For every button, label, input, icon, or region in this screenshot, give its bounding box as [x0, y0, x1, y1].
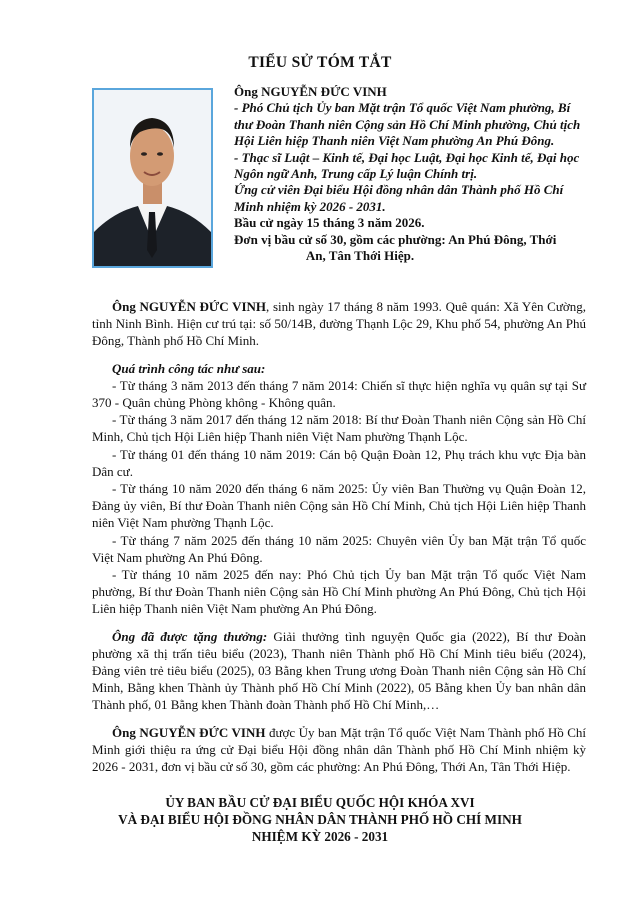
awards-paragraph: [92, 628, 586, 714]
electoral-unit-continued: An, Tân Thới Hiệp.: [305, 248, 415, 264]
document-title: TIỂU SỬ TÓM TẮT: [248, 54, 392, 71]
work-heading: Quá trình công tác như sau:: [112, 360, 266, 376]
awards-label: Ông đã được tặng thưởng:: [112, 628, 268, 644]
portrait-photo: [92, 88, 213, 268]
nomination-paragraph: [92, 724, 586, 776]
current-positions: - Phó Chủ tịch Ủy ban Mặt trận Tổ quốc Việt Nam phường, Bí thư Đoàn Thanh niên Cộng sản Hồ Chí Minh phường, Chủ tịch Hội Liên hiệp Thanh niên Việt Nam phường An Phú Đông.: [234, 100, 581, 149]
bio-name: Ông NGUYỄN ĐỨC VINH: [112, 299, 267, 314]
authority-line: NHIỆM KỲ 2026 - 2031: [251, 829, 389, 844]
nomination-name: Ông NGUYỄN ĐỨC VINH: [112, 724, 266, 740]
awards-text: Giải thưởng tình nguyện Quốc gia (2022), Bí thư Đoàn phường xã thị trấn tiêu biểu (2023), Thanh niên Thành phố Hồ Chí Minh tiêu biểu (2024), Đảng viên trẻ tiêu biểu (2025), 03 Bằng khen Trung ương Đoàn Thanh niên Cộng sản Hồ Chí Minh, Bằng khen Thành ủy Thành phố Hồ Chí Minh (2022), 05 Bằng khen Ủy ban nhân dân Thành phố, 01 Bằng khen Thành đoàn Thành phố Hồ Chí Minh,…: [92, 628, 586, 713]
candidate-name: Ông NGUYỄN ĐỨC VINH: [234, 84, 387, 99]
nomination-text: được Ủy ban Mặt trận Tổ quốc Việt Nam Thành phố Hồ Chí Minh giới thiệu ra ứng cử Đại biểu Hội đồng nhân dân Thành phố Hồ Chí Minh nhiệm kỳ 2026 - 2031, đơn vị bầu cử số 30, gồm các phường: An Phú Đông, Thới An, Tân Thới Hiệp.: [92, 724, 586, 775]
bio-text: , sinh ngày 17 tháng 8 năm 1993. Quê quán: Xã Yên Cường, tỉnh Ninh Bình. Hiện cư trú tại: số 50/14B, đường Thạnh Lộc 29, Khu phố 54, phường An Phú Đông, Thành phố Hồ Chí Minh.: [92, 299, 587, 349]
bio-paragraph: [92, 298, 586, 350]
education: - Thạc sĩ Luật – Kinh tế, Đại học Luật, Đại học Kinh tế, Đại học Ngôn ngữ Anh, Trung cấp Lý luận Chính trị.: [234, 149, 580, 182]
work-item: - Từ tháng 10 năm 2020 đến tháng 6 năm 2025: Ủy viên Ban Thường vụ Quận Đoàn 12, Đảng ủy viên, Bí thư Đoàn Thanh niên Cộng sản Hồ Chí Minh, Chủ tịch Hội Liên hiệp Thanh niên Việt Nam phường Thạnh Lộc.: [92, 481, 586, 531]
work-item: - Từ tháng 10 năm 2025 đến nay: Phó Chủ tịch Ủy ban Mặt trận Tổ quốc Việt Nam phường, Bí thư Đoàn Thanh niên Cộng sản Hồ Chí Minh phường An Phú Đông, Chủ tịch Hội Liên hiệp Thanh niên Việt Nam phường An Phú Đông.: [92, 567, 586, 617]
authority-line: VÀ ĐẠI BIỂU HỘI ĐỒNG NHÂN DÂN THÀNH PHỐ HỒ CHÍ MINH: [118, 812, 522, 827]
electoral-unit: Đơn vị bầu cử số 30, gồm các phường: An Phú Đông, Thới: [234, 231, 557, 247]
work-item: - Từ tháng 01 đến tháng 10 năm 2019: Cán bộ Quận Đoàn 12, Phụ trách khu vực Địa bàn Dân cư.: [92, 446, 586, 479]
election-date: Bầu cử ngày 15 tháng 3 năm 2026.: [234, 215, 425, 231]
candidate-summary: [234, 84, 586, 264]
work-item: - Từ tháng 3 năm 2013 đến tháng 7 năm 2014: Chiến sĩ thực hiện nghĩa vụ quân sự tại Sư 370 - Quân chủng Phòng không - Không quân.: [92, 377, 586, 411]
candidacy: Ứng cử viên Đại biểu Hội đồng nhân dân Thành phố Hồ Chí Minh nhiệm kỳ 2026 - 2031.: [234, 182, 564, 214]
issuing-authority: [0, 794, 640, 845]
work-item: - Từ tháng 7 năm 2025 đến tháng 10 năm 2025: Chuyên viên Ủy ban Mặt trận Tổ quốc Việt Nam phường An Phú Đông.: [92, 532, 586, 565]
work-item: - Từ tháng 3 năm 2017 đến tháng 12 năm 2018: Bí thư Đoàn Thanh niên Cộng sản Hồ Chí Minh, Chủ tịch Hội Liên hiệp Thanh niên Việt Nam phường Thạnh Lộc.: [92, 412, 586, 445]
authority-line: ỦY BAN BẦU CỬ ĐẠI BIỂU QUỐC HỘI KHÓA XVI: [165, 795, 475, 810]
biography-body: [92, 298, 586, 775]
